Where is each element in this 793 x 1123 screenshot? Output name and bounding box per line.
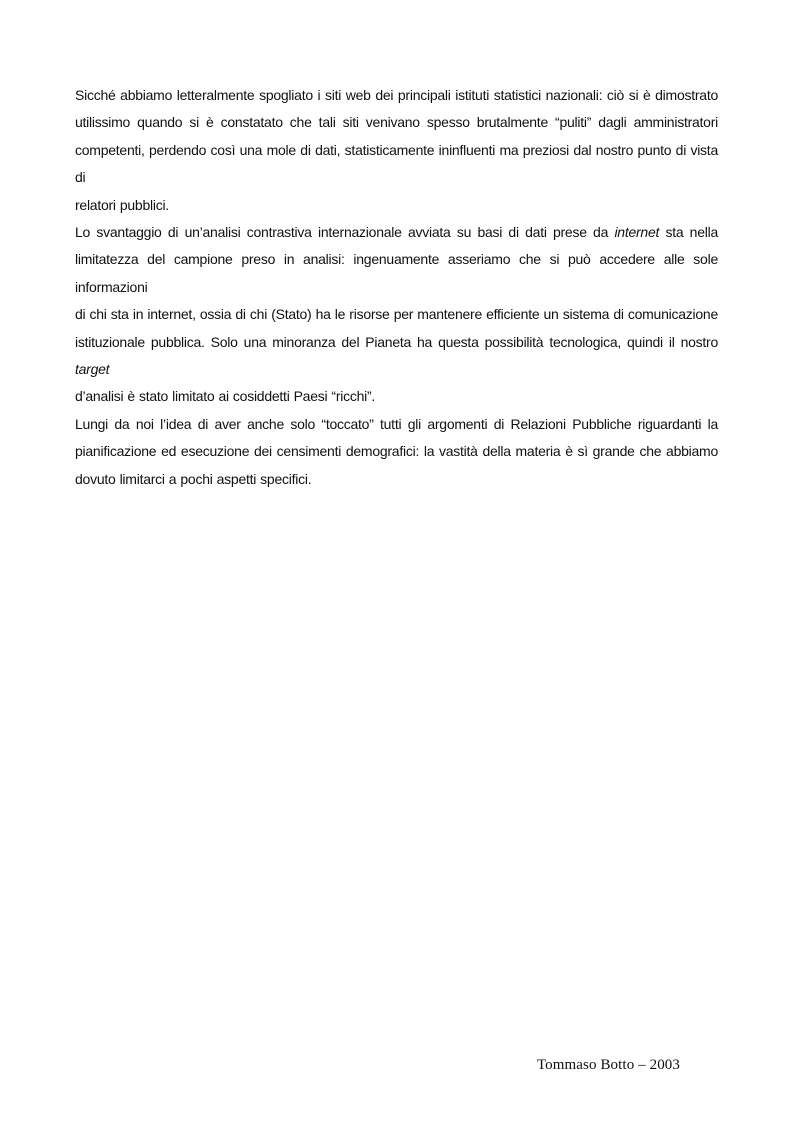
text-run: istituzionale pubblica. Solo una minoranza del Pianeta ha questa possibilità tecnologica, quindi il nostro	[75, 333, 718, 350]
text-line	[75, 246, 718, 301]
paragraph-2	[75, 219, 718, 411]
italic-term: internet	[614, 224, 660, 241]
text-run: sta nella	[659, 224, 718, 241]
paragraph-1	[75, 82, 718, 219]
text-run: pianificazione ed esecuzione dei censimenti demografici: la vastità della materia è sì grande che abbiamo	[75, 443, 718, 460]
text-line	[75, 109, 718, 136]
text-line	[75, 466, 718, 493]
text-run: competenti, perdendo così una mole di dati, statisticamente ininfluenti ma preziosi dal nostro punto di vista di	[75, 141, 718, 186]
text-line	[75, 219, 718, 246]
text-run: utilissimo quando si è constatato che tali siti venivano spesso brutalmente “puliti” dagli amministratori	[75, 114, 718, 131]
text-line	[75, 329, 718, 384]
text-run: Sicché abbiamo letteralmente spogliato i siti web dei principali istituti statistici nazionali: ciò si è dimostrato	[75, 87, 718, 103]
text-run: Lungi da noi l’idea di aver anche solo “toccato” tutti gli argomenti di Relazioni Pubbliche riguardanti la	[75, 415, 718, 432]
page-footer: Tommaso Botto – 2003	[536, 1057, 680, 1073]
text-line	[75, 82, 718, 109]
body-text	[75, 82, 718, 493]
text-run: di chi sta in internet, ossia di chi (Stato) ha le risorse per mantenere efficiente un sistema di comunicazione	[75, 306, 718, 323]
text-line	[75, 301, 718, 328]
text-run: relatori pubblici.	[75, 196, 169, 213]
italic-term: target	[75, 361, 110, 378]
text-run: Lo svantaggio di un’analisi contrastiva internazionale avviata su basi di dati prese da	[75, 224, 615, 241]
paragraph-3	[75, 411, 718, 493]
text-line	[75, 192, 718, 219]
text-run: d’analisi è stato limitato ai cosiddetti Paesi “ricchi”.	[75, 388, 376, 405]
text-line	[75, 383, 718, 410]
text-line	[75, 137, 718, 192]
text-run: limitatezza del campione preso in analisi: ingenuamente asseriamo che si può accedere alle sole informazioni	[75, 251, 718, 295]
text-run: dovuto limitarci a pochi aspetti specifici.	[75, 470, 312, 487]
text-line	[75, 411, 718, 438]
text-line	[75, 438, 718, 465]
